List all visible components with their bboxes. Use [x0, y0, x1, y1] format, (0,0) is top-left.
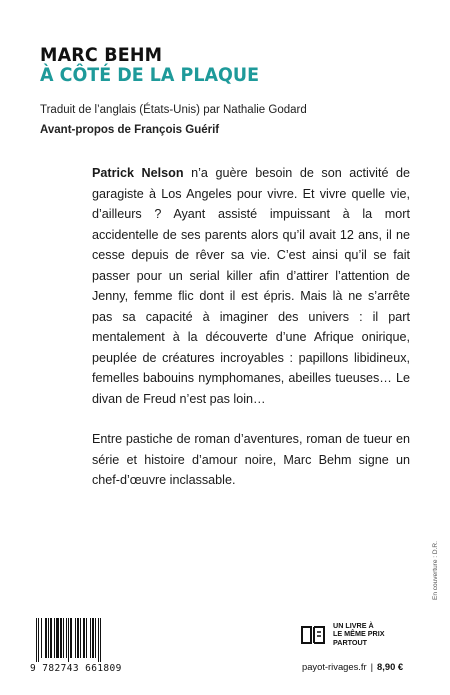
isbn-number: 9 782743 661809: [30, 663, 122, 674]
prix-line-1: UN LIVRE À: [333, 621, 374, 630]
blurb-paragraph-2: Entre pastiche de roman d’aventures, roman de tueur en série et histoire d’amour noire, Marc Behm signe un chef-d’œuvre inclassable.: [92, 432, 410, 487]
footer-separator: |: [370, 661, 374, 672]
cover-credit: En couverture : D.R.: [432, 541, 439, 600]
translator-credit: Traduit de l’anglais (États-Unis) par Nathalie Godard: [40, 104, 307, 116]
book-title: À CÔTÉ DE LA PLAQUE: [40, 64, 260, 86]
book-price: 8,90 €: [377, 661, 404, 672]
book-price-logo-icon: [300, 624, 328, 646]
blurb-paragraph-1-text: n’a guère besoin de son activité de garagiste à Los Angeles pour vivre. Et vivre quelle vie, d’ailleurs ? Ayant assisté impuissant à la mort accidentelle de ses parents alors qu’il avait 12 ans, il ne cesse depuis de rêver sa vie. C’est ainsi qu’il se fait passer pour un serial killer afin d’attirer l’attention de Jenny, femme flic dont il est épris. Mais là ne s’arrête pas sa capacité à imaginer des univers : il part mentalement à la découverte d’une Afrique onirique, peuplée de créatures incroyables : papillons libidineux, femelles babouins nymphomanes, abeilles tueuses… Le divan de Freud n’est pas loin…: [92, 166, 410, 406]
publisher-website: payot-rivages.fr: [302, 661, 367, 672]
blurb-paragraph-1: [92, 163, 410, 409]
prix-unique-label: [333, 622, 385, 647]
prix-line-3: PARTOUT: [333, 637, 368, 647]
prix-line-2: LE MÊME PRIX: [333, 629, 385, 639]
protagonist-name: Patrick Nelson: [92, 166, 184, 180]
back-cover-blurb: [92, 163, 410, 491]
foreword-credit: Avant-propos de François Guérif: [40, 124, 220, 136]
author-name: MARC BEHM: [40, 44, 163, 66]
publisher-footer: [302, 661, 403, 672]
